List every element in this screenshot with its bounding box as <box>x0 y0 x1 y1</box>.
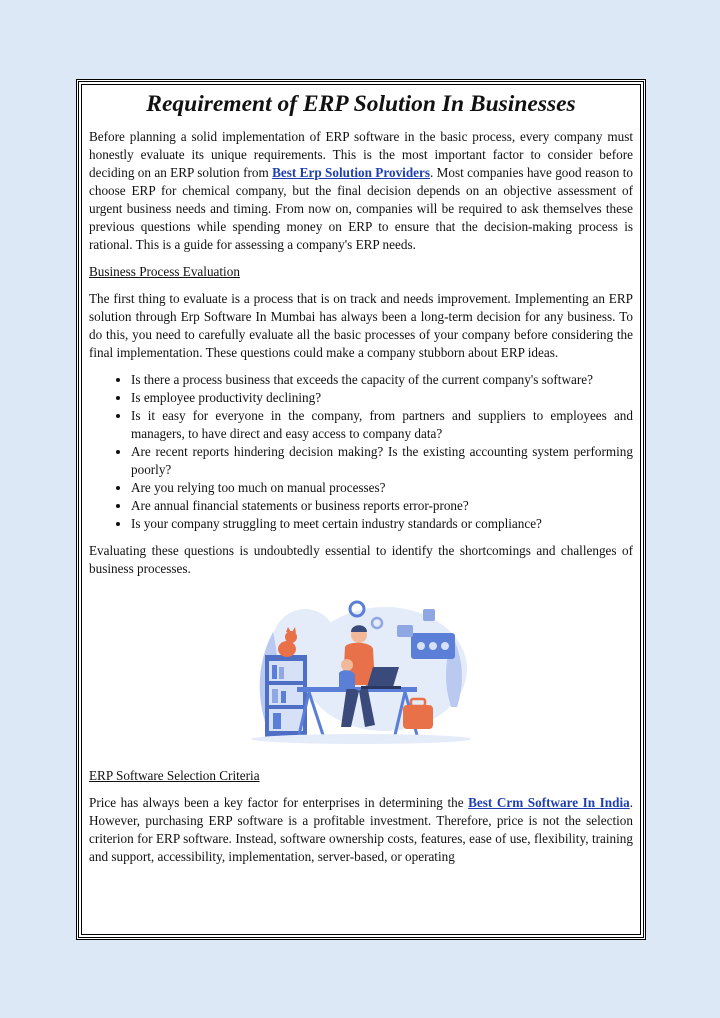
section-heading-business-process: Business Process Evaluation <box>89 264 240 279</box>
document-title: Requirement of ERP Solution In Businesses <box>146 91 576 117</box>
selection-text-before: Price has always been a key factor for enterprises in determining the <box>89 795 469 810</box>
document-page <box>76 79 646 940</box>
list-item: • Is it easy for everyone in the company, from partners and suppliers to employees and managers, to have direct and easy access to company data? <box>131 407 633 443</box>
intro-text-before: Before planning a solid implementation of ERP software in the basic process, every company must honestly evaluate its unique requirements. This is the most important factor to consider before deciding on an ERP solution from <box>89 129 633 180</box>
list-item: • Is employee productivity declining? <box>131 389 633 407</box>
list-item: • Is there a process business that exceeds the capacity of the current company's software? <box>131 371 633 389</box>
list-item: • Are you relying too much on manual processes? <box>131 479 633 497</box>
list-item: • Are annual financial statements or business reports error-prone? <box>131 497 633 515</box>
intro-paragraph <box>89 128 633 254</box>
business-process-conclusion: Evaluating these questions is undoubtedly essential to identify the shortcomings and challenges of business processes. <box>89 543 633 576</box>
erp-providers-link[interactable]: Best Erp Solution Providers <box>272 165 431 180</box>
intro-text-after: . Most companies have good reason to choose ERP for chemical company, but the final decision depends on an objective assessment of urgent business needs and timing. From now on, companies will be required to ask themselves these previous questions while spending money on ERP to ensure that the decision-making process is rational. This is a guide for assessing a company's ERP needs. <box>89 165 634 252</box>
list-item: • Is your company struggling to meet certain industry standards or compliance? <box>131 515 633 533</box>
selection-text-after: . However, purchasing ERP software is a profitable investment. Therefore, price is not the selection criterion for ERP software. Instead, software ownership costs, features, ease of use, flexibility, training and support, accessibility, implementation, server-based, or operating <box>89 795 634 864</box>
selection-criteria-paragraph <box>89 794 633 866</box>
section-heading-selection-criteria: ERP Software Selection Criteria <box>89 768 260 783</box>
question-list <box>89 371 633 533</box>
crm-software-link[interactable]: Best Crm Software In India <box>468 795 630 810</box>
list-item: • Are recent reports hindering decision making? Is the existing accounting system performing poorly? <box>131 443 633 479</box>
erp-illustration-image <box>235 587 487 755</box>
business-process-paragraph: The first thing to evaluate is a process that is on track and needs improvement. Implementing an ERP solution through Erp Software In Mumbai has always been a long-term decision for any business. To do this, you need to carefully evaluate all the basic processes of your company before considering the final implementation. These questions could make a company stubborn about ERP ideas. <box>89 291 633 360</box>
document-content <box>89 90 633 875</box>
